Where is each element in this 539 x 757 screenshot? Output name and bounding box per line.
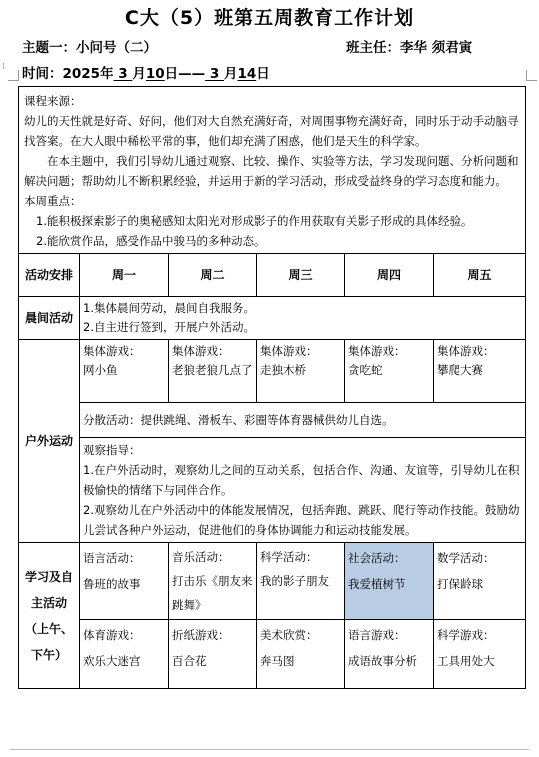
activity-name: 百合花 (172, 654, 207, 668)
outdoor-game-thu (345, 340, 434, 403)
game-name: 贪吃蛇 (348, 363, 383, 377)
outdoor-observation-row (19, 438, 526, 543)
header-friday: 周五 (434, 254, 526, 297)
morning-content (80, 297, 526, 340)
morning-label: 晨间活动 (19, 297, 80, 340)
observation-heading: 观察指导： (83, 443, 141, 457)
outdoor-dispersed-row (19, 403, 526, 438)
learning-pm-mon (80, 620, 169, 689)
header-activity: 活动安排 (19, 254, 80, 297)
header-thursday: 周四 (345, 254, 434, 297)
activity-caption: 数学活动： (437, 551, 495, 565)
outdoor-game-wed (257, 340, 345, 403)
observation-item-2: 2.观察幼儿在户外活动中的体能发展情况，包括奔跑、跳跃、爬行等动作技能。鼓励幼儿尝试各种户外运动，促进他们的身体协调能力和运动技能发展。 (83, 503, 520, 537)
learning-label (19, 543, 80, 689)
learning-pm-fri (434, 620, 526, 689)
page-bottom-rule (10, 749, 529, 750)
time-label: 时间： (22, 66, 63, 82)
teacher-line (346, 36, 472, 56)
learning-am-tue (169, 543, 257, 620)
learning-am-thu-highlighted (345, 543, 434, 620)
theme-label: 主题一： (22, 40, 76, 56)
activity-name: 成语故事分析 (348, 654, 417, 668)
activity-name: 奔马图 (260, 654, 295, 668)
activity-name: 鲁班的故事 (83, 577, 141, 591)
game-caption: 集体游戏： (348, 344, 406, 358)
learning-pm-tue (169, 620, 257, 689)
document-title: C大（5）班第五周教育工作计划 (124, 7, 415, 29)
learning-label-line-2: 主活动 (30, 595, 67, 610)
game-caption: 集体游戏： (260, 344, 318, 358)
activity-name: 我的影子朋友 (260, 574, 329, 588)
outdoor-game-mon (80, 340, 169, 403)
course-source-heading: 课程来源： (24, 94, 82, 108)
outdoor-game-fri (434, 340, 526, 403)
header-monday: 周一 (80, 254, 169, 297)
activity-caption: 科学活动： (260, 550, 318, 564)
teacher-label: 班主任： (346, 40, 400, 56)
morning-line-1: 1.集体晨间劳动，晨间自我服务。 (83, 301, 255, 315)
activity-caption: 折纸游戏： (172, 628, 230, 642)
course-source-section (19, 87, 526, 254)
weekly-focus-item-1: 1.能积极探索影子的奥秘感知太阳光对形成影子的作用获取有关影子形成的具体经验。 (36, 214, 473, 228)
weekly-focus-heading: 本周重点： (24, 194, 82, 208)
activity-name: 工具用处大 (437, 654, 495, 668)
margin-corner-mark (526, 70, 537, 81)
learning-label-line-3: （上午、 (24, 621, 73, 636)
learning-label-line-4: 下午） (30, 647, 67, 662)
outdoor-game-tue (169, 340, 257, 403)
time-month-char: 月 (132, 66, 146, 82)
learning-am-fri (434, 543, 526, 620)
activity-caption: 音乐活动： (172, 550, 230, 564)
time-line (22, 62, 270, 82)
outdoor-dispersed: 分散活动：提供跳绳、滑板车、彩圈等体育器械供幼儿自选。 (80, 403, 526, 438)
weekly-focus-item-2: 2.能欣赏作品，感受作品中骏马的多种动态。 (36, 234, 266, 248)
time-end-month: 3 (205, 66, 224, 82)
header-tuesday: 周二 (169, 254, 257, 297)
learning-am-wed (257, 543, 345, 620)
teacher-value: 李华 须君寅 (400, 40, 473, 56)
learning-am-mon (80, 543, 169, 620)
activity-caption: 美术欣赏： (260, 628, 318, 642)
outdoor-label: 户外运动 (19, 340, 80, 543)
game-caption: 集体游戏： (172, 344, 230, 358)
morning-row (19, 297, 526, 340)
outdoor-observation (80, 438, 526, 543)
margin-corner-mark (8, 70, 19, 81)
activity-caption: 社会活动： (348, 551, 406, 565)
time-year: 2025年 (62, 66, 114, 82)
activity-caption: 体育游戏： (83, 628, 141, 642)
time-day-char: 日 (256, 66, 270, 82)
game-caption: 集体游戏： (437, 344, 495, 358)
plan-table (18, 86, 526, 689)
activity-caption: 语言游戏： (348, 628, 406, 642)
header-wednesday: 周三 (257, 254, 345, 297)
time-end-day: 14 (237, 66, 257, 82)
outdoor-games-row (19, 340, 526, 403)
learning-row-2 (19, 620, 526, 689)
game-caption: 集体游戏： (83, 344, 141, 358)
activity-name: 打保龄球 (437, 577, 483, 591)
game-name: 网小鱼 (83, 363, 118, 377)
game-name: 攀爬大赛 (437, 363, 483, 377)
learning-pm-wed (257, 620, 345, 689)
observation-item-1: 1.在户外活动时，观察幼儿之间的互动关系，包括合作、沟通、友谊等，引导幼儿在积极愉快的情绪下与同伴合作。 (83, 463, 520, 497)
activity-name: 打击乐《朋友来跳舞》 (172, 574, 253, 612)
time-start-day: 10 (145, 66, 165, 82)
time-day-separator: 日—— (164, 66, 206, 82)
learning-label-line-1: 学习及自 (24, 569, 73, 584)
theme-value: 小问号（二） (76, 40, 157, 56)
game-name: 老狼老狼几点了 (172, 363, 253, 377)
activity-name: 欢乐大迷宫 (83, 654, 141, 668)
game-name: 走独木桥 (260, 363, 306, 377)
learning-pm-thu (345, 620, 434, 689)
activity-caption: 科学游戏： (437, 628, 495, 642)
learning-row-1 (19, 543, 526, 620)
course-source-paragraph-2: 在本主题中，我们引导幼儿通过观察、比较、操作、实验等方法，学习发现问题、分析问题和解决问题；帮助幼儿不断积累经验，并运用于新的学习活动，形成受益终身的学习态度和能力。 (24, 154, 519, 188)
morning-line-2: 2.自主进行签到，开展户外活动。 (83, 320, 255, 334)
activity-name: 我爱植树节 (348, 577, 406, 591)
time-month-char-2: 月 (223, 66, 238, 82)
schedule-header-row (19, 254, 526, 297)
course-source-paragraph-1: 幼儿的天性就是好奇、好问，他们对大自然充满好奇，对周围事物充满好奇，同时乐于动手动脑寻找答案。在大人眼中稀松平常的事，他们却充满了困惑，他们是天生的科学家。 (24, 114, 519, 148)
time-start-month: 3 (113, 66, 133, 82)
theme-line (22, 36, 157, 56)
activity-caption: 语言活动： (83, 551, 141, 565)
paragraph-marker-icon: ⁞ (2, 62, 5, 72)
